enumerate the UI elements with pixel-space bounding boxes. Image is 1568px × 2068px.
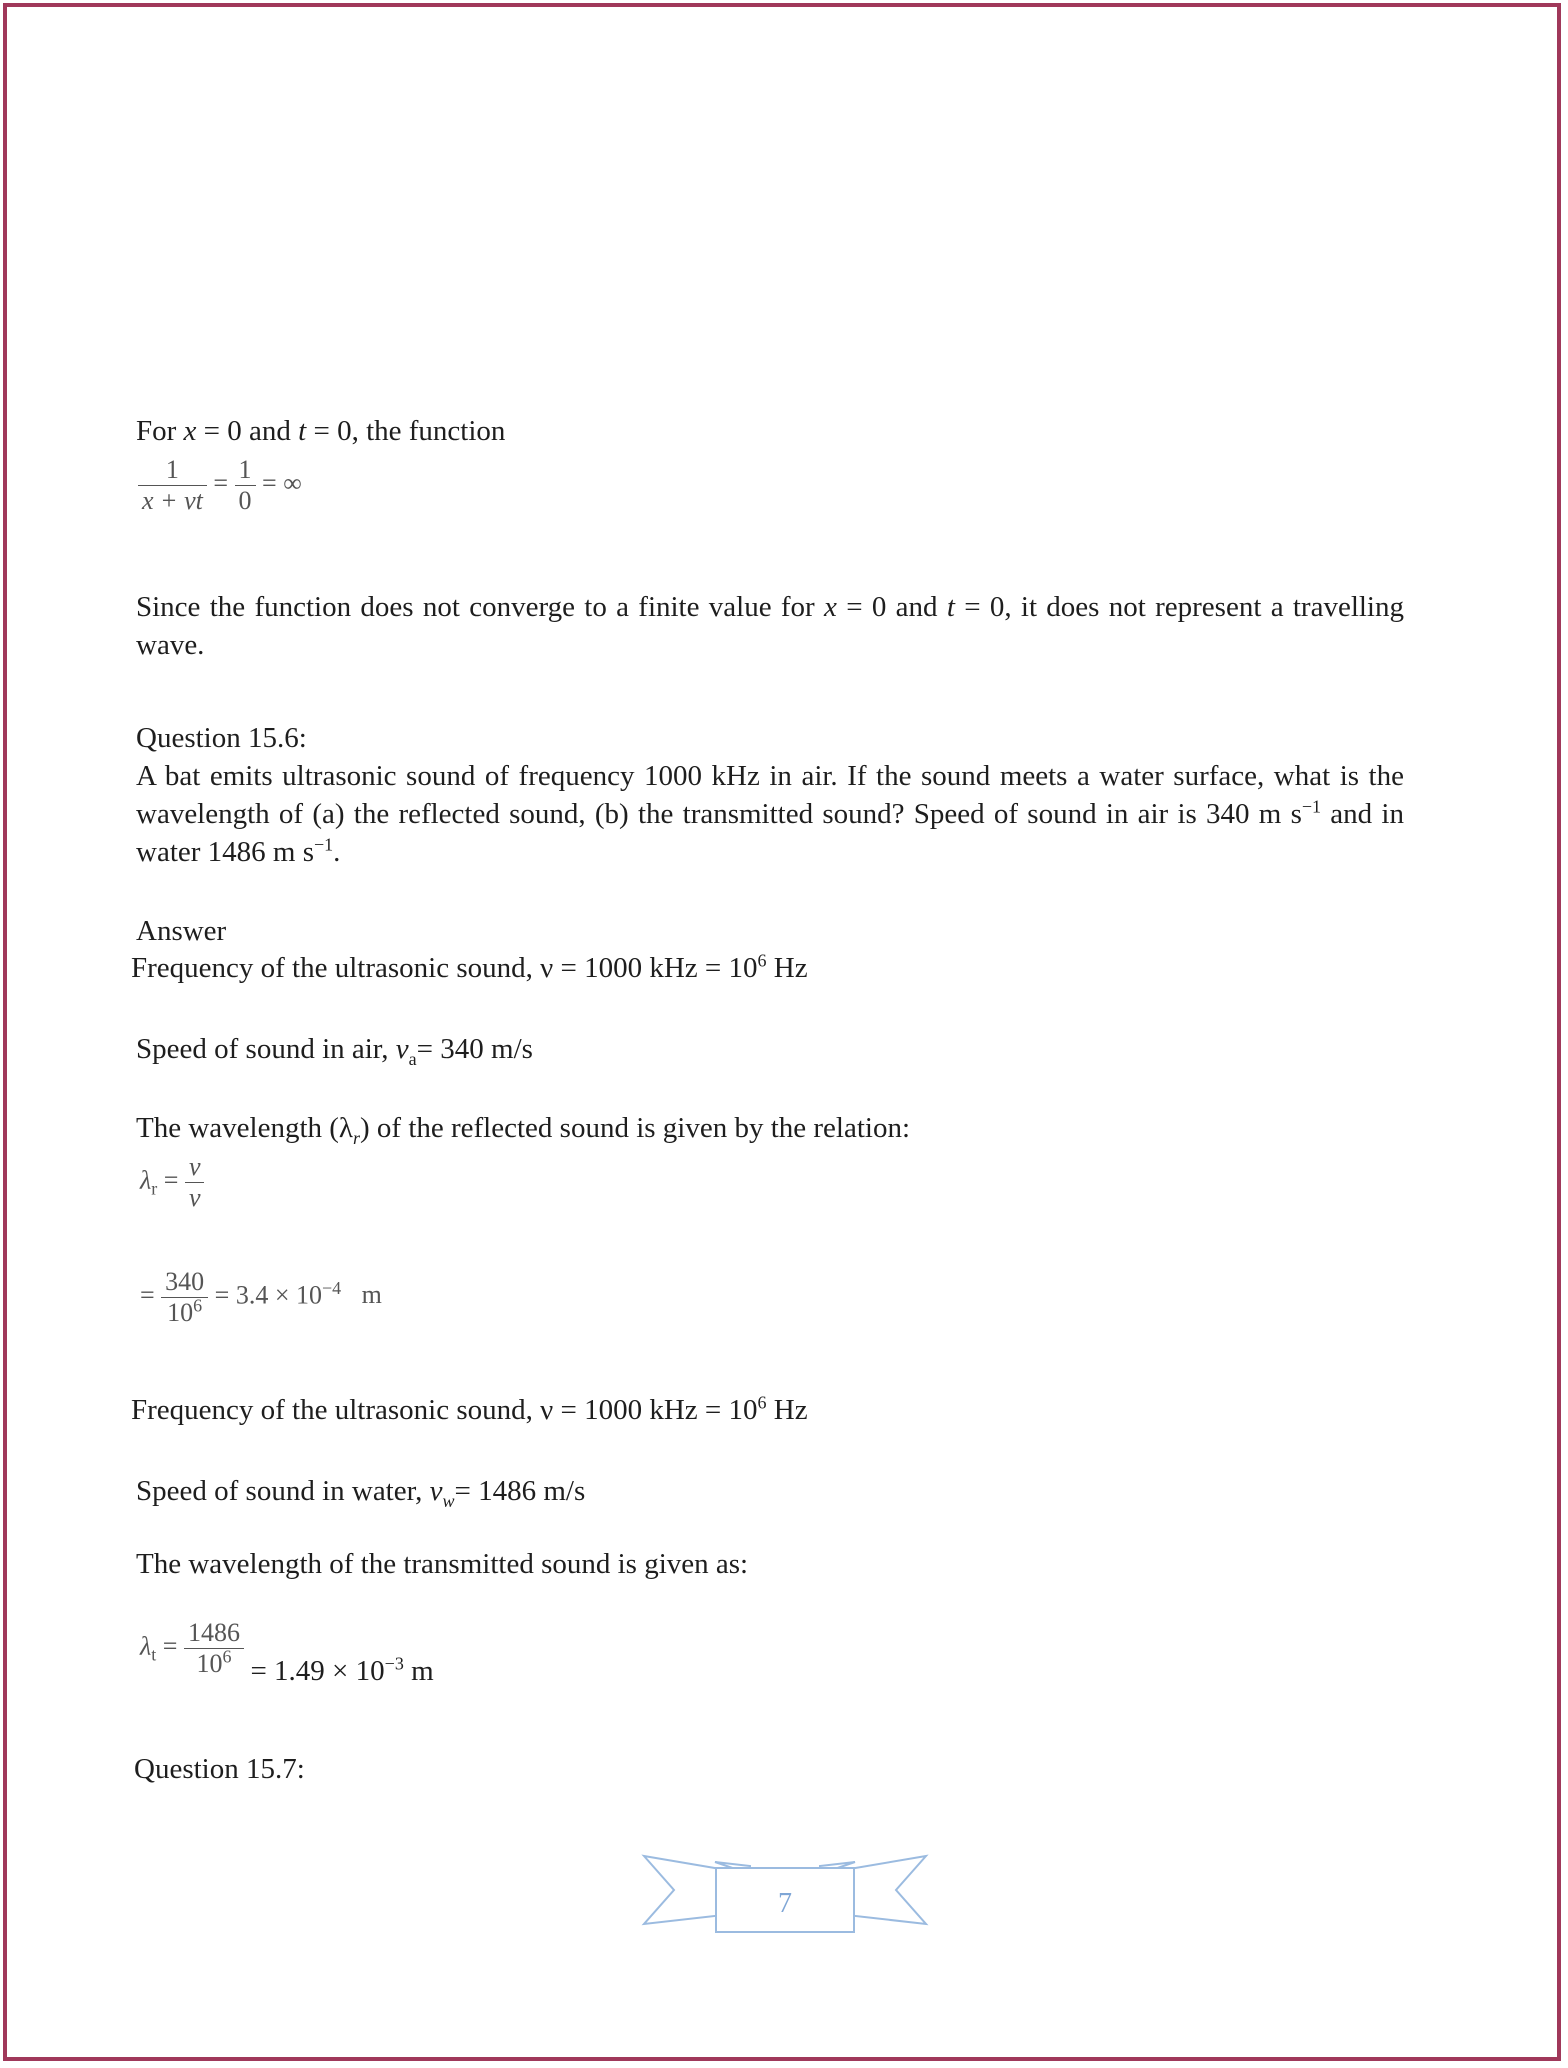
answer-label: Answer [136, 915, 227, 947]
fraction: $\frac{1}{x + vt}$ [138, 455, 207, 516]
frequency-line: Frequency of the ultrasonic sound, ν = 1000 kHz = $10^6$ Hz [131, 950, 808, 984]
equation-transmitted-value: $\lambda_t$ = $\frac{1486}{10^6}$ = $1.49 \times 10^{-3}$ m [140, 1618, 434, 1688]
speed-water-line: Speed of sound in water, $v_w= 1486$ m/s [136, 1475, 586, 1511]
next-question-heading: Question 15.7: [134, 1753, 305, 1785]
conclusion-paragraph: Since the function does not converge to a finite value for x = 0 and t = 0, it does not represent a travelling wave. [136, 591, 1404, 661]
question-text: A bat emits ultrasonic sound of frequency 1000 kHz in air. If the sound meets a water surface, what is the wavelength of (a) the reflected sound, (b) the transmitted sound? Speed of sound in air is 340 m $s^{-1}$ and in water 1486 m $s^{-1}$. [136, 760, 1404, 868]
intro-line: For x = 0 and t = 0, the function [136, 415, 506, 447]
speed-air-line: Speed of sound in air, $v_a= 340$ m/s [136, 1033, 533, 1069]
page-number: 7 [778, 1888, 792, 1919]
fraction: $\frac{v}{\nu}$ [185, 1152, 205, 1213]
fraction: $\frac{1}{0}$ [235, 455, 256, 516]
page-number-ribbon [640, 1850, 930, 1936]
equation-reflected-relation: $\lambda_r$ = $\frac{v}{\nu}$ [140, 1152, 204, 1213]
frequency-line-2: Frequency of the ultrasonic sound, ν = 1000 kHz = $10^6$ Hz [131, 1392, 808, 1426]
fraction: $\frac{340}{10^6}$ [161, 1267, 208, 1328]
equation-function-value: $\frac{1}{x + vt}$ = $\frac{1}{0}$ = ∞ [138, 455, 302, 516]
fraction: $\frac{1486}{10^6}$ [184, 1618, 244, 1679]
reflected-wavelength-line: The wavelength $(\lambda_r)$ of the reflected sound is given by the relation: [136, 1112, 911, 1148]
transmitted-wavelength-line: The wavelength of the transmitted sound is given as: [136, 1548, 749, 1580]
equation-reflected-value: = $\frac{340}{10^6}$ = $3.4 \times 10^{-4}$ m [140, 1267, 382, 1327]
question-heading: Question 15.6: [136, 722, 307, 754]
